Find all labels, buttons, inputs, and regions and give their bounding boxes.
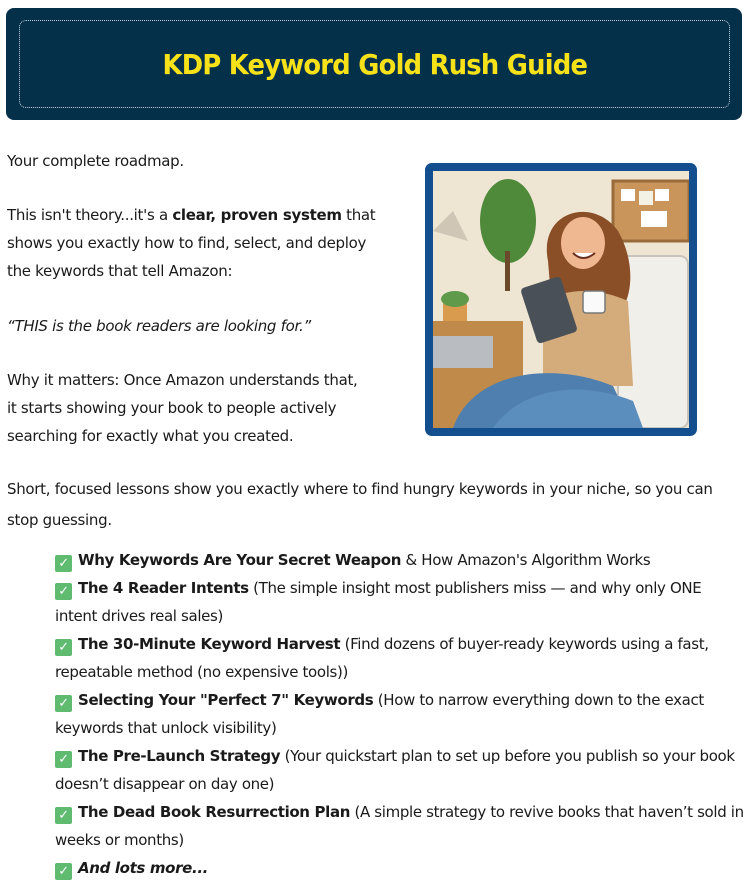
hero-image-frame <box>425 163 697 436</box>
text: that <box>341 206 376 224</box>
text: the keywords that tell Amazon: <box>7 262 233 280</box>
header-banner <box>6 8 742 120</box>
text: it starts showing your book to people actively <box>7 399 337 417</box>
woman-reading-illustration <box>433 171 689 428</box>
feature-list <box>55 546 745 882</box>
why-it-matters <box>7 366 358 450</box>
feature-title: The 30-Minute Keyword Harvest <box>78 635 341 653</box>
feature-desc: (Find dozens of buyer-ready keywords using a fast, repeatable method (no expensive tools)) <box>55 635 709 681</box>
feature-desc: (Your quickstart plan to set up before you publish so your book doesn’t disappear on day one) <box>55 747 735 793</box>
check-box-icon: ✓ <box>55 555 72 572</box>
feature-item <box>55 854 745 882</box>
check-box-icon: ✓ <box>55 583 72 600</box>
hero-illustration <box>433 171 689 428</box>
header-dotted-frame <box>19 20 730 108</box>
feature-desc: (The simple insight most publishers miss — and why only ONE intent drives real sales) <box>55 579 702 625</box>
intro-tagline: Your complete roadmap. <box>7 152 184 170</box>
lessons-paragraph: Short, focused lessons show you exactly where to find hungry keywords in your niche, so you can stop guessing. <box>7 480 713 529</box>
feature-desc: & How Amazon's Algorithm Works <box>401 551 651 569</box>
feature-item <box>55 798 745 854</box>
feature-item <box>55 574 745 630</box>
feature-title: Why Keywords Are Your Secret Weapon <box>78 551 402 569</box>
quote: “THIS is the book readers are looking for.” <box>7 317 311 335</box>
feature-item <box>55 686 745 742</box>
page-title: KDP Keyword Gold Rush Guide <box>162 47 587 81</box>
intro-paragraph <box>7 201 375 285</box>
feature-item <box>55 630 745 686</box>
check-box-icon: ✓ <box>55 695 72 712</box>
text: Why it matters: Once Amazon understands that, <box>7 371 358 389</box>
feature-desc: (How to narrow everything down to the exact keywords that unlock visibility) <box>55 691 704 737</box>
feature-title: And lots more... <box>78 859 209 877</box>
check-box-icon: ✓ <box>55 863 72 880</box>
text: shows you exactly how to find, select, and deploy <box>7 234 367 252</box>
check-box-icon: ✓ <box>55 751 72 768</box>
check-box-icon: ✓ <box>55 807 72 824</box>
feature-desc: (A simple strategy to revive books that haven’t sold in weeks or months) <box>55 803 744 849</box>
feature-title: Selecting Your "Perfect 7" Keywords <box>78 691 374 709</box>
feature-item <box>55 742 745 798</box>
feature-title: The Dead Book Resurrection Plan <box>78 803 351 821</box>
text: searching for exactly what you created. <box>7 427 294 445</box>
feature-title: The 4 Reader Intents <box>78 579 249 597</box>
feature-item <box>55 546 745 574</box>
feature-title: The Pre-Launch Strategy <box>78 747 281 765</box>
text: This isn't theory...it's a <box>7 206 173 224</box>
bold-text: clear, proven system <box>172 206 342 224</box>
check-box-icon: ✓ <box>55 639 72 656</box>
